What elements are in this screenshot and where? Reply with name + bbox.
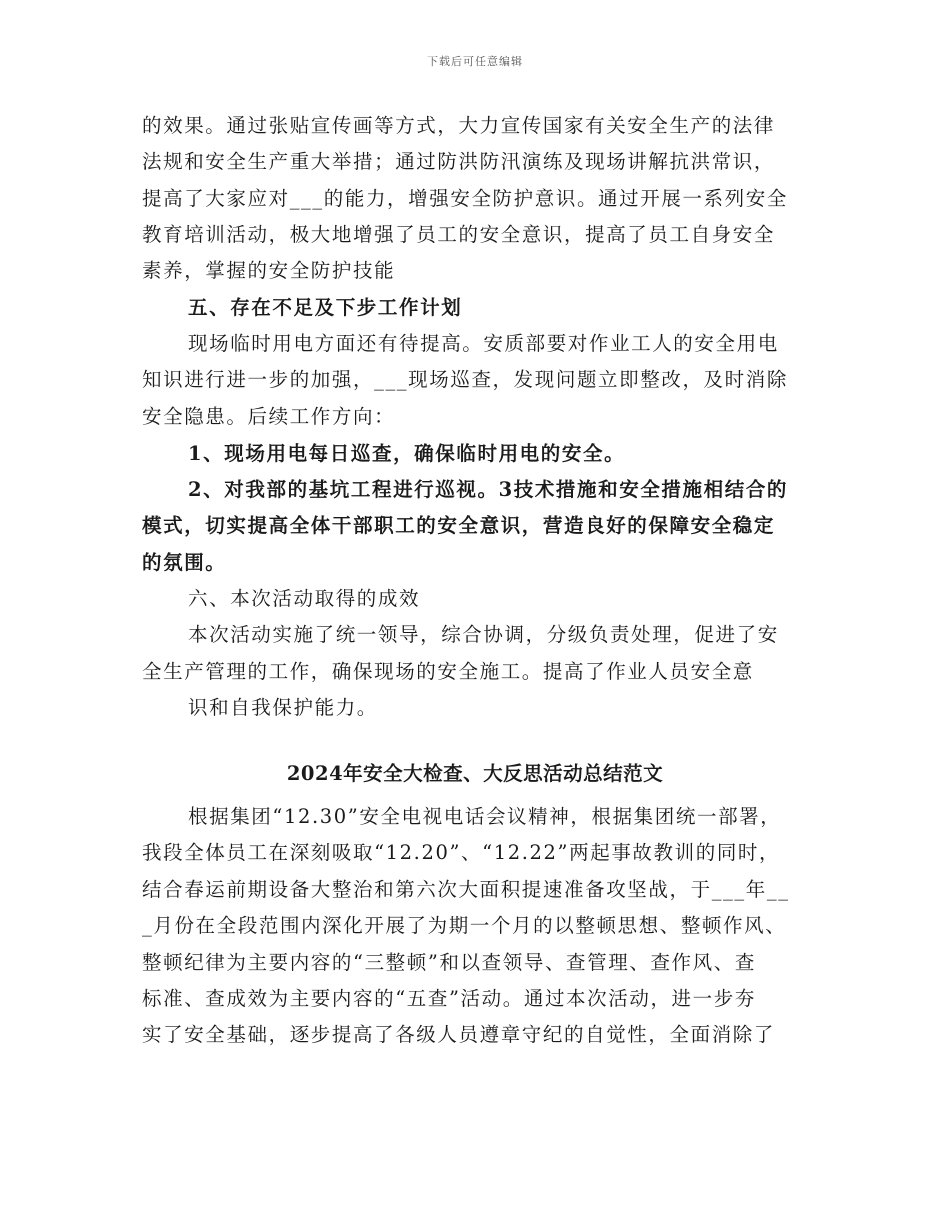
- paragraph-line: 整顿纪律为主要内容的“三整顿”和以查领导、查管理、查作风、查: [142, 951, 756, 974]
- page-header: 下载后可任意编辑: [427, 55, 523, 68]
- paragraph-line: 素养，掌握的安全防护技能: [142, 259, 396, 282]
- list-item-continued: 的氛围。: [142, 551, 227, 574]
- paragraph-line: 全生产管理的工作，确保现场的安全施工。提高了作业人员安全意: [142, 660, 754, 683]
- paragraph-line: 提高了大家应对___的能力，增强安全防护意识。通过开展一系列安全: [142, 187, 788, 210]
- section-heading: 六、本次活动取得的成效: [188, 587, 421, 610]
- paragraph-line: 安全隐患。后续工作方向：: [142, 405, 396, 428]
- paragraph-line: 标准、查成效为主要内容的“五查”活动。通过本次活动，进一步夯: [142, 987, 756, 1010]
- paragraph-line: 本次活动实施了统一领导，综合协调，分级负责处理，促进了安: [188, 623, 779, 646]
- paragraph-line: 知识进行进一步的加强，___现场巡查，发现问题立即整改，及时消除: [142, 368, 788, 391]
- paragraph-line: 根据集团“12.30”安全电视电话会议精神，根据集团统一部署，: [188, 805, 782, 828]
- paragraph-line: 的效果。通过张贴宣传画等方式，大力宣传国家有关安全生产的法律: [142, 114, 776, 137]
- paragraph-line: 教育培训活动，极大地增强了员工的安全意识，提高了员工自身安全: [142, 223, 776, 246]
- paragraph-line: 识和自我保护能力。: [188, 696, 378, 719]
- paragraph-line: 结合春运前期设备大整治和第六次大面积提速准备攻坚战，于___年__: [142, 878, 790, 901]
- paragraph-line: _月份在全段范围内深化开展了为期一个月的以整顿思想、整顿作风、: [142, 914, 787, 937]
- document-title: 2024年安全大检查、大反思活动总结范文: [286, 762, 664, 785]
- paragraph-line: 我段全体员工在深刻吸取“12.20”、“12.22”两起事故教训的同时，: [142, 841, 781, 864]
- list-item: 1、现场用电每日巡查，确保临时用电的安全。: [188, 442, 626, 465]
- paragraph-line: 实了安全基础，逐步提高了各级人员遵章守纪的自觉性，全面消除了: [142, 1023, 776, 1046]
- paragraph-line: 法规和安全生产重大举措；通过防洪防汛演练及现场讲解抗洪常识，: [142, 150, 776, 173]
- paragraph-line: 现场临时用电方面还有待提高。安质部要对作业工人的安全用电: [188, 332, 779, 355]
- section-heading: 五、存在不足及下步工作计划: [188, 296, 463, 319]
- list-item-continued: 模式，切实提高全体干部职工的安全意识，营造良好的保障安全稳定: [142, 514, 776, 537]
- list-item: 2、对我部的基坑工程进行巡视。3技术措施和安全措施相结合的: [188, 478, 789, 501]
